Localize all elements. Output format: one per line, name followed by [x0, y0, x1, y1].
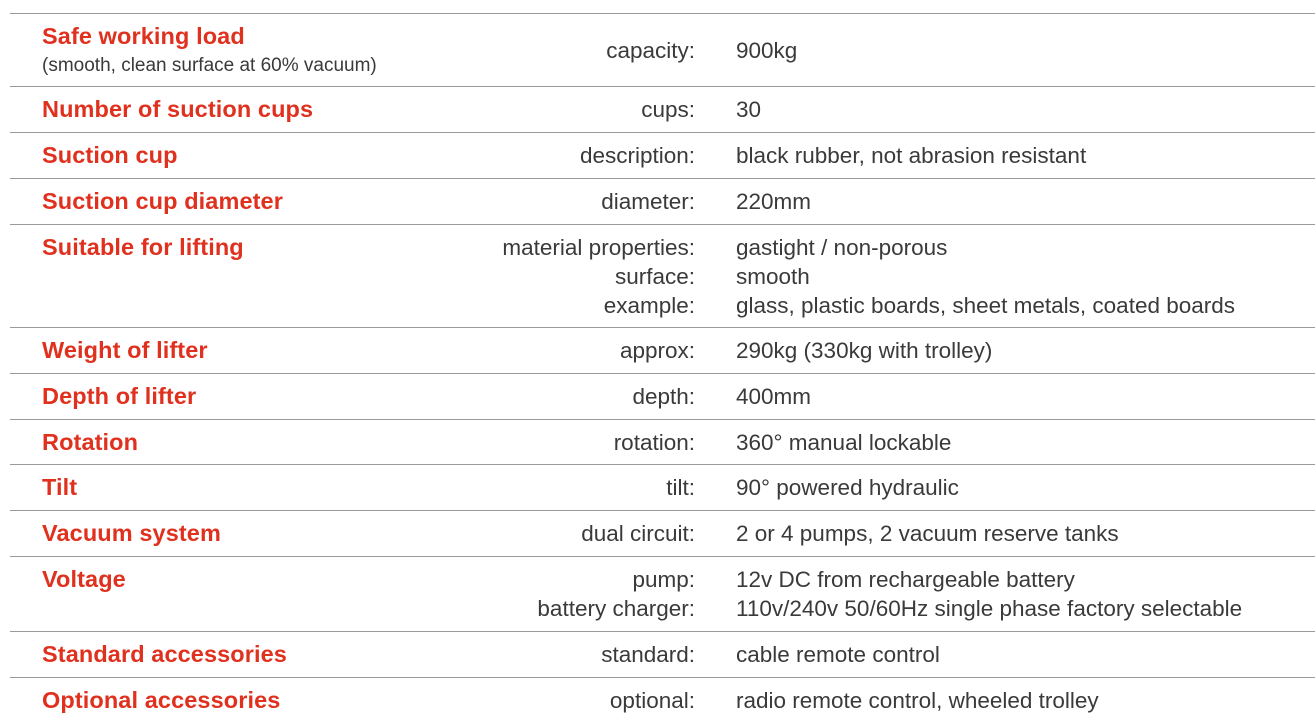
spec-keys — [606, 36, 695, 65]
spec-value: 360° manual lockable — [736, 430, 952, 455]
spec-value: 30 — [736, 97, 762, 122]
spec-title: Rotation — [42, 429, 139, 455]
spec-row-rotation — [10, 420, 1315, 465]
spec-keys — [580, 141, 695, 170]
spec-values — [736, 187, 811, 216]
spec-value: 220mm — [736, 189, 812, 214]
spec-value: gastight / non-porous — [736, 235, 948, 260]
spec-keys — [502, 233, 695, 320]
spec-row-safe-working-load — [10, 14, 1315, 87]
spec-values — [736, 473, 959, 502]
spec-row-number-of-suction-cups — [10, 87, 1315, 133]
spec-value: 900kg — [736, 38, 798, 63]
spec-title: Number of suction cups — [42, 96, 314, 122]
spec-value: 290kg (330kg with trolley) — [736, 338, 993, 363]
spec-row-tilt — [10, 465, 1315, 511]
spec-values — [736, 36, 797, 65]
spec-value: 110v/240v 50/60Hz single phase factory selectable — [736, 596, 1243, 621]
spec-row-suction-cup-diameter — [10, 179, 1315, 225]
spec-value: 12v DC from rechargeable battery — [736, 567, 1075, 592]
spec-title: Safe working load — [42, 23, 245, 49]
spec-value: 2 or 4 pumps, 2 vacuum reserve tanks — [736, 521, 1119, 546]
spec-value: radio remote control, wheeled trolley — [736, 688, 1099, 713]
spec-row-optional-accessories — [10, 678, 1315, 724]
spec-keys — [581, 519, 695, 548]
spec-row-suitable-for-lifting — [10, 225, 1315, 328]
spec-values — [736, 336, 992, 365]
spec-keys — [614, 428, 695, 457]
spec-title: Suitable for lifting — [42, 234, 244, 260]
spec-keys — [632, 382, 695, 411]
spec-values — [736, 686, 1099, 715]
spec-key: surface: — [614, 264, 695, 289]
spec-values — [736, 428, 951, 457]
spec-title: Tilt — [42, 474, 78, 500]
spec-value: smooth — [736, 264, 810, 289]
spec-key: description: — [579, 143, 695, 168]
spec-key: depth: — [632, 384, 695, 409]
spec-keys — [601, 640, 695, 669]
spec-value: black rubber, not abrasion resistant — [736, 143, 1087, 168]
spec-value: 400mm — [736, 384, 812, 409]
spec-key: standard: — [601, 642, 695, 667]
spec-title: Vacuum system — [42, 520, 221, 546]
spec-values — [736, 382, 811, 411]
spec-title: Suction cup diameter — [42, 188, 283, 214]
spec-values — [736, 233, 1235, 320]
spec-key: approx: — [619, 338, 695, 363]
spec-row-standard-accessories — [10, 632, 1315, 678]
spec-keys — [620, 336, 695, 365]
spec-keys — [666, 473, 695, 502]
spec-values — [736, 565, 1242, 623]
spec-key: cups: — [641, 97, 695, 122]
spec-title: Weight of lifter — [42, 337, 208, 363]
spec-subtitle: (smooth, clean surface at 60% vacuum) — [42, 55, 377, 76]
spec-values — [736, 95, 761, 124]
spec-keys — [601, 187, 695, 216]
spec-values — [736, 141, 1086, 170]
spec-title: Suction cup — [42, 142, 178, 168]
spec-value: 90° powered hydraulic — [736, 475, 959, 500]
spec-title: Optional accessories — [42, 687, 281, 713]
spec-value: glass, plastic boards, sheet metals, coated boards — [736, 293, 1236, 318]
spec-key: material properties: — [502, 235, 695, 260]
spec-row-suction-cup — [10, 133, 1315, 179]
spec-title: Depth of lifter — [42, 383, 197, 409]
spec-key: rotation: — [613, 430, 695, 455]
spec-title: Voltage — [42, 566, 126, 592]
spec-title: Standard accessories — [42, 641, 287, 667]
spec-values — [736, 640, 940, 669]
spec-value: cable remote control — [736, 642, 940, 667]
spec-row-weight-of-lifter — [10, 328, 1315, 374]
spec-keys — [610, 686, 695, 715]
spec-keys — [641, 95, 695, 124]
spec-key: dual circuit: — [581, 521, 695, 546]
spec-table — [10, 13, 1315, 724]
spec-key: tilt: — [666, 475, 695, 500]
spec-row-voltage — [10, 557, 1315, 632]
spec-row-vacuum-system — [10, 511, 1315, 557]
spec-key: capacity: — [606, 38, 695, 63]
spec-key: example: — [603, 293, 695, 318]
spec-keys — [537, 565, 695, 623]
spec-key: battery charger: — [537, 596, 695, 621]
spec-values — [736, 519, 1119, 548]
spec-key: pump: — [632, 567, 695, 592]
spec-key: diameter: — [601, 189, 695, 214]
spec-key: optional: — [609, 688, 695, 713]
spec-row-depth-of-lifter — [10, 374, 1315, 420]
